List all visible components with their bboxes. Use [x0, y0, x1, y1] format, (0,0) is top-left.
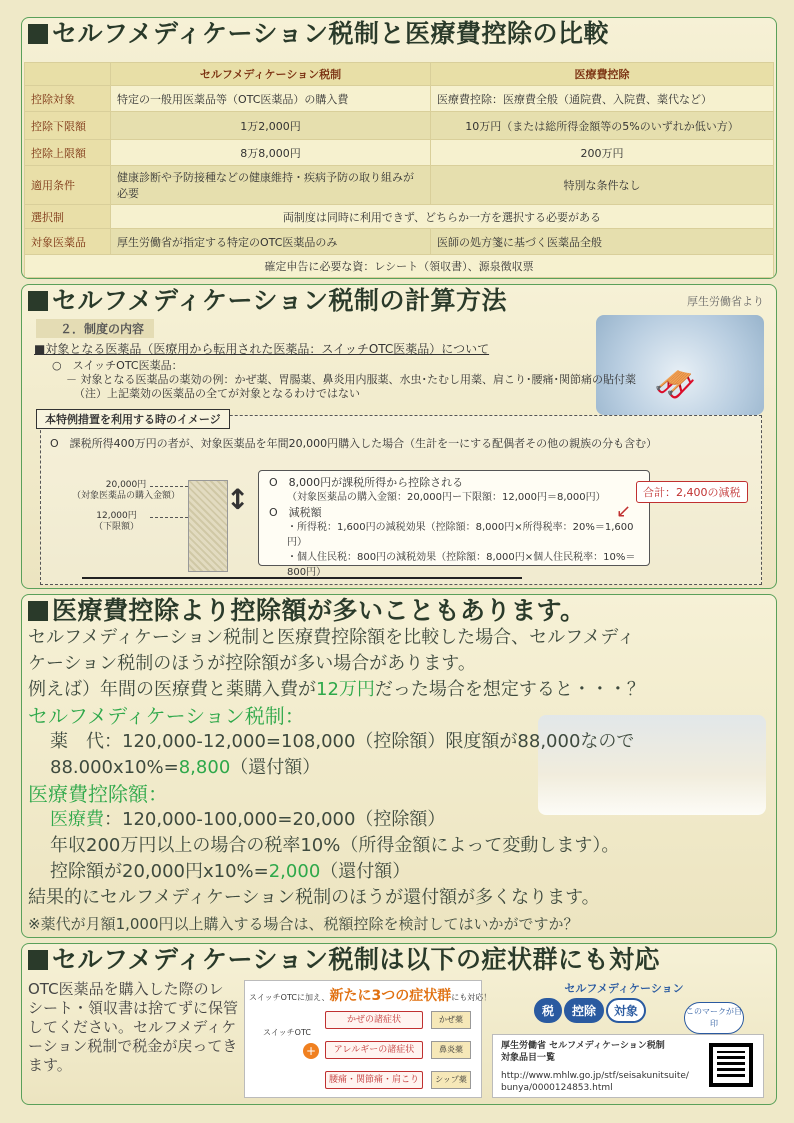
table-row: 控除上限額 8万8,000円 200万円 — [25, 140, 774, 166]
square-bullet-icon — [28, 291, 48, 311]
table-row: 対象医薬品 厚生労働省が指定する特定のOTC医薬品のみ 医師の処方箋に基づく医薬品全般 — [25, 229, 774, 255]
comparison-table — [24, 62, 774, 278]
symptom-title: セルフメディケーション税制は以下の症状群にも対応 — [22, 944, 776, 976]
plus-icon: + — [303, 1043, 319, 1059]
table-row: 控除下限額 1万2,000円 10万円（または総所得金額等の5%のいずれか低い方） — [25, 112, 774, 140]
symptom-body: OTC医薬品を購入した際のレシート・領収書は捨てずに保管してください。セルフメディケーション税制で税金が戻ってきます。 — [28, 980, 239, 1074]
image-label: 本特例措置を利用する時のイメージ — [36, 409, 230, 429]
table-row: 選択制 両制度は同時に利用できず、どちらか一方を選択する必要がある — [25, 205, 774, 229]
switch-otc-notes: ○ スイッチOTC医薬品： － 対象となる医薬品の薬効の例：かぜ薬、胃腸薬、鼻炎用内服薬、水虫･たむし用薬、肩こり･腰痛･関節痛の貼付薬 （注）上記薬効の医薬品の全てが対象となるわけではない — [52, 359, 636, 400]
col-selfmed: セルフメディケーション税制 — [111, 63, 431, 86]
info-box: 厚生労働省 セルフメディケーション税制 対象品目一覧 http://www.mhlw.go.jp/stf/seisakunitsuite/ bunya/0000124853.html — [492, 1034, 764, 1098]
comparison-title: セルフメディケーション税制と医療費控除の比較 — [22, 18, 776, 50]
square-bullet-icon — [28, 950, 48, 970]
lower-limit-label: 12,000円 （下限額） — [94, 511, 140, 532]
double-arrow-icon: ↕ — [226, 483, 250, 516]
symptom-panel — [244, 980, 764, 1098]
qr-code-icon[interactable] — [709, 1043, 753, 1087]
deduction-title: 医療費控除より控除額が多いこともあります。 — [22, 595, 776, 627]
square-bullet-icon — [28, 24, 48, 44]
subtitle: ２．制度の内容 — [36, 319, 154, 338]
red-arrow-icon: ↙ — [616, 501, 632, 522]
santa-sleigh-icon: 🛷 — [654, 365, 697, 405]
mark-badge: このマークが目印 — [684, 1002, 744, 1034]
deduction-body: セルフメディケーション税制と医療費控除額を比較した場合、セルフメディ ケーション税制のほうが控除額が多い場合があります。 例えば）年間の医療費と薬購入費が12万円だった場合を想定すると・・・？ セルフメディケーション税制： 薬 代：120,000-12,000=108,000（控除額）限度額が88,000なので 88.000x10%=8,800（還付額） 医療費控除額： 医療費：120,000-100,000=20,000（控除額） 年収200万円以上の場合の税率10%（所得金額によって変動します）。 控除額が20,000円x10%=2,000（還付額） 結果的にセルフメディケーション税制のほうが還付額が多くなります。 ※薬代が月額1,000円以上購入する場合は、税額控除を検討してはいかがですか？ — [28, 627, 645, 933]
calculation-title: セルフメディケーション税制の計算方法 — [22, 285, 776, 317]
topic-heading: ■対象となる医薬品（医療用から転用された医薬品：スイッチOTC医薬品）について — [34, 342, 490, 356]
table-footer-row: 確定申告に必要な資：レシート（領収書）、源泉徴収票 — [25, 255, 774, 278]
amount-bar — [188, 480, 228, 572]
table-row: 控除対象 特定の一般用医薬品等（OTC医薬品）の購入費 医療費控除：医療費全般（通院費、入院費、薬代など） — [25, 86, 774, 112]
medical-heading: 医療費控除額： — [28, 782, 168, 806]
total-reduction-badge: 合計：2,400の減税 — [636, 481, 748, 503]
condition-text: O 課税所得400万円の者が、対象医薬品を年間20,000円購入した場合（生計を一にする配偶者その他の親族の分も含む） — [50, 437, 658, 450]
calculation-section — [21, 284, 777, 589]
dash-line — [150, 486, 188, 487]
result-box: O 8,000円が課税所得から控除される （対象医薬品の購入金額：20,000円ー下限額：12,000円＝8,000円） O 減税額 ・所得税：1,600円の減税効果（控除額：8,000円×所得税率：20%＝1,600円） ・個人住民税：800円の減税効果（控除額：8,000円×個人住民税率：10%＝800円） — [258, 470, 650, 566]
selfmed-heading: セルフメディケーション税制： — [28, 704, 305, 728]
purchase-amount-label: 20,000円 （対象医薬品の購入金額） — [72, 480, 181, 501]
dash-line — [150, 517, 188, 518]
col-medical: 医療費控除 — [431, 63, 774, 86]
symptom-section — [21, 943, 777, 1105]
table-row: 適用条件 健康診断や予防接種などの健康維持・疾病予防の取り組みが必要 特別な条件なし — [25, 166, 774, 205]
deduction-comparison-section — [21, 594, 777, 938]
square-bullet-icon — [28, 601, 48, 621]
comparison-section — [21, 17, 777, 279]
table-header — [25, 63, 774, 86]
selfmed-logo: セルフメディケーション 税 控除 対象 — [544, 980, 724, 1023]
source-note: 厚生労働省より — [687, 295, 764, 308]
new-symptoms-graphic: スイッチOTCに加え、新たに3つの症状群にも対応！ スイッチOTC + かぜの諸症状 アレルギーの諸症状 腰痛・関節痛・肩こり かぜ薬 鼻炎薬 シップ薬 — [244, 980, 482, 1098]
